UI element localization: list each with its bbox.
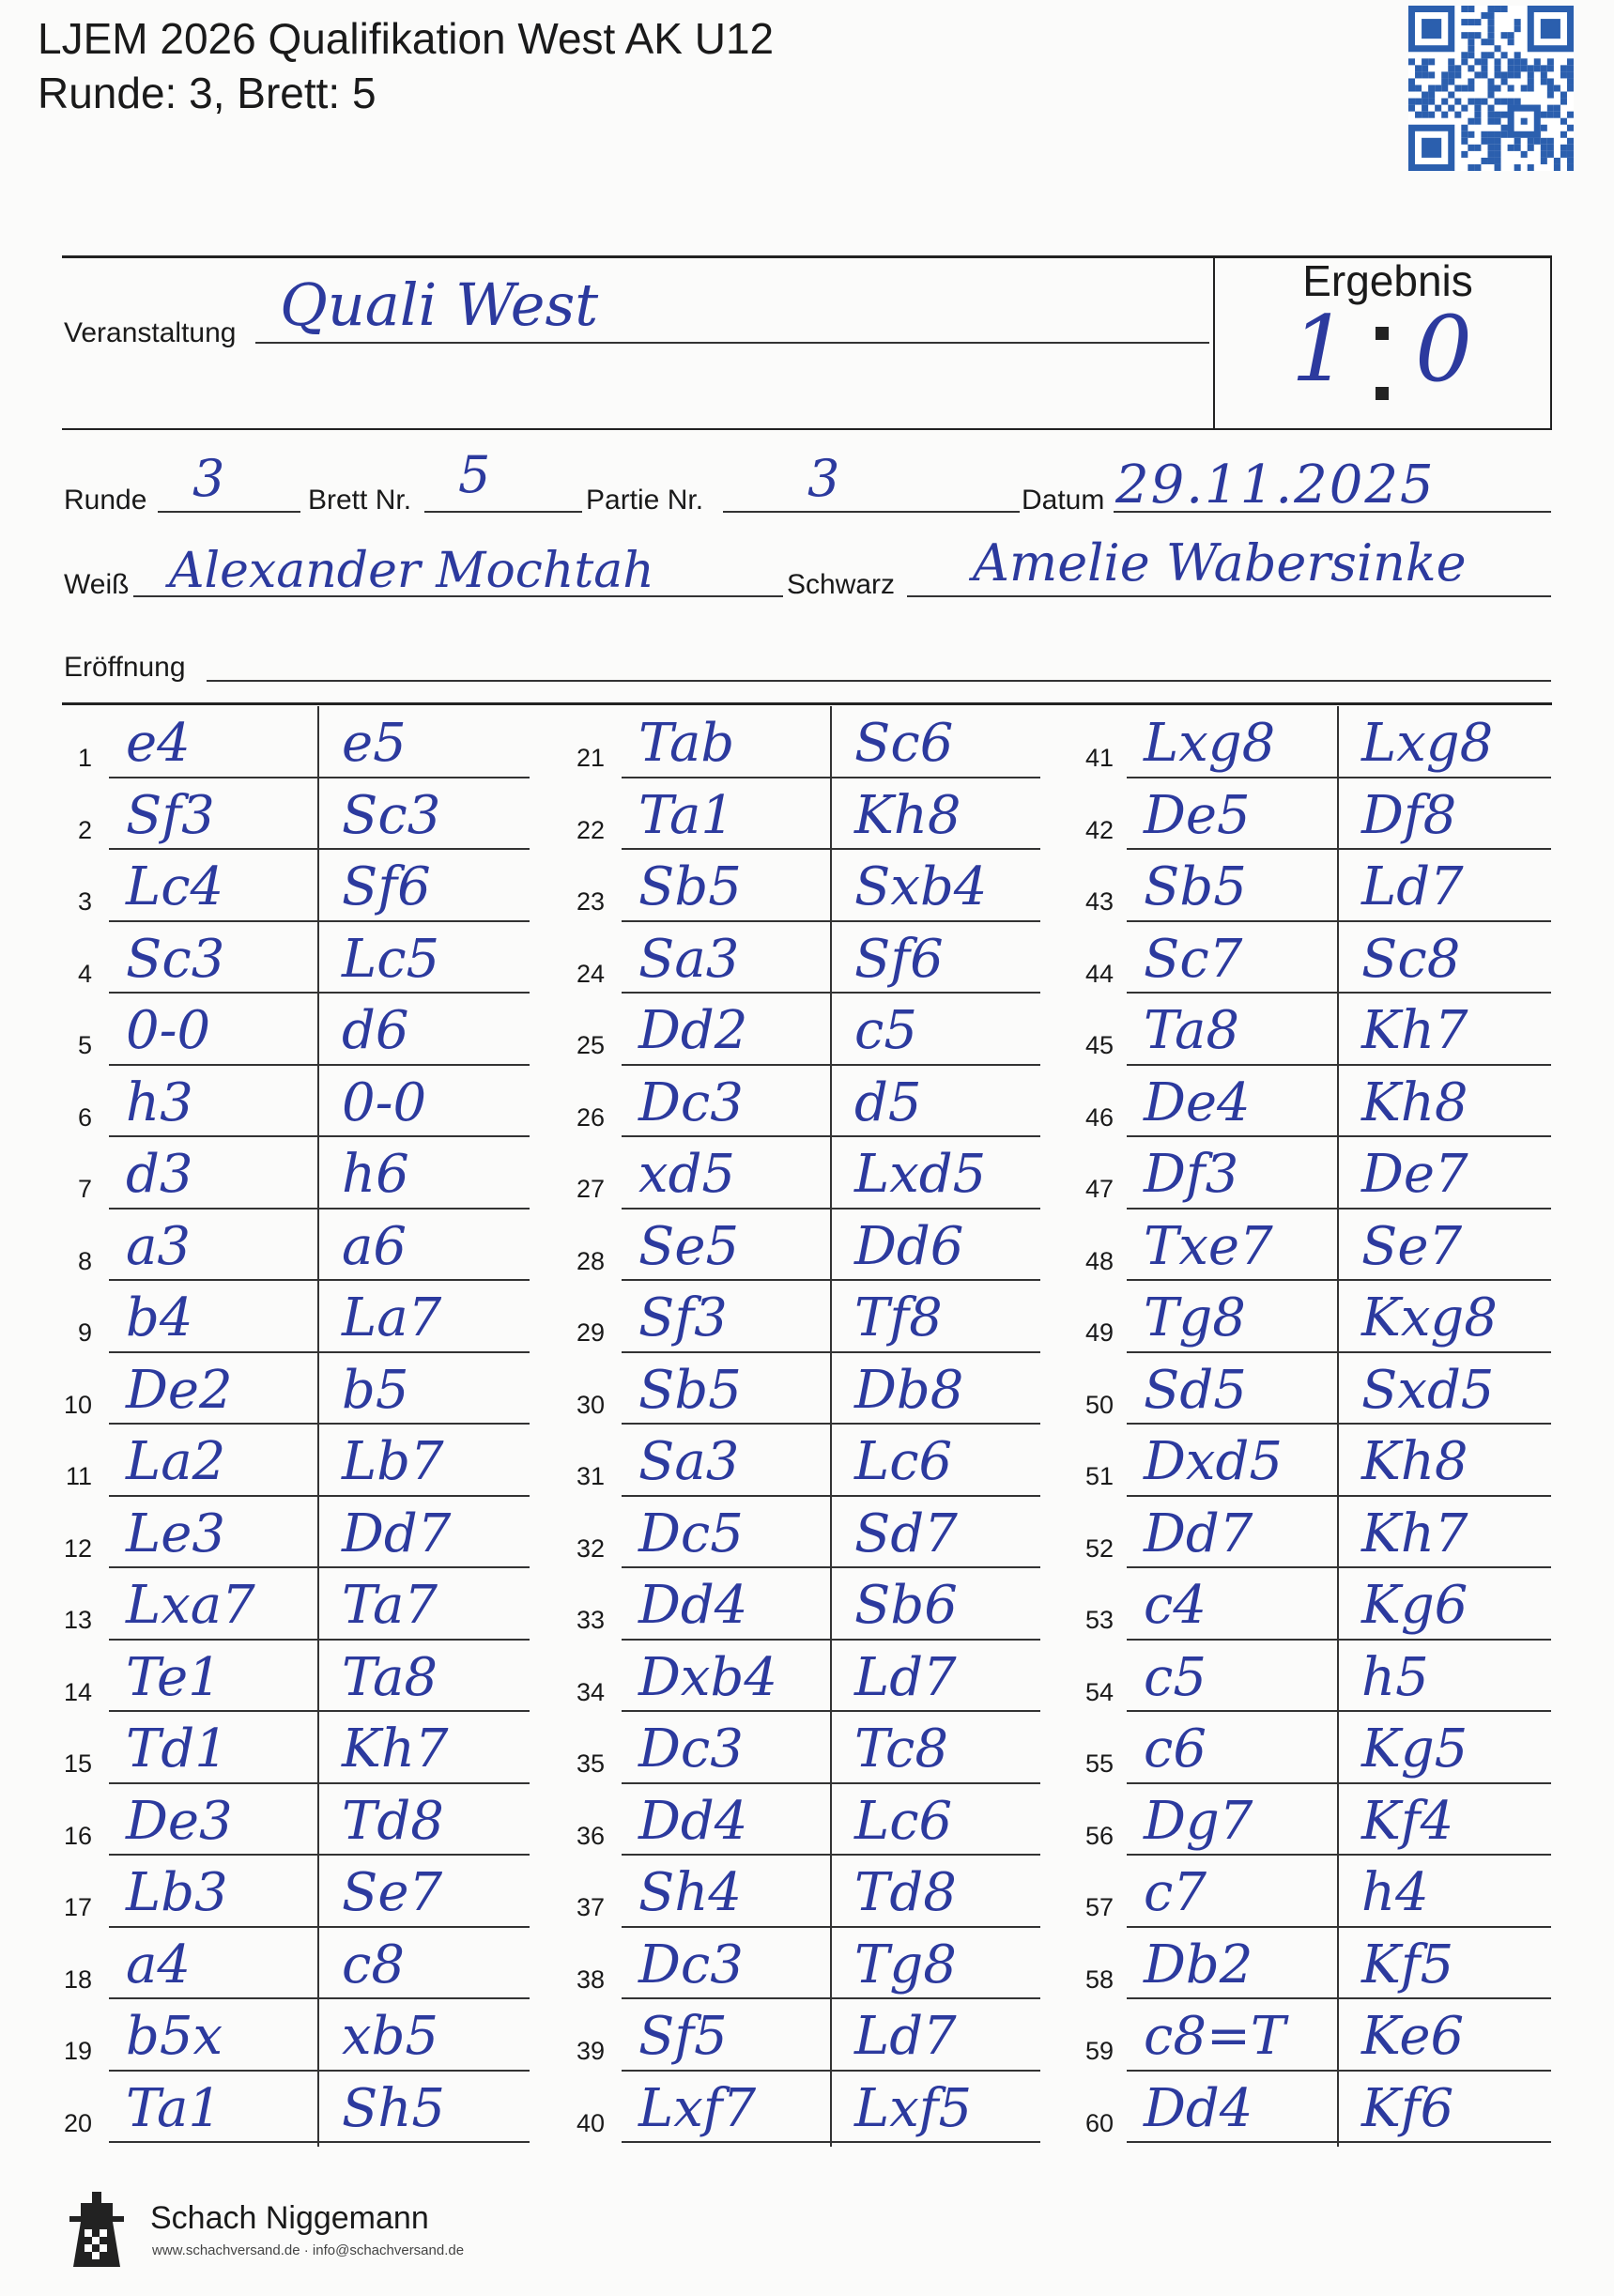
move-number: 39: [576, 2037, 605, 2065]
move-row-line: [1127, 2070, 1551, 2072]
black-move: Sc8: [1361, 928, 1461, 990]
black-move: Kh8: [854, 784, 961, 846]
black-move: Se7: [1361, 1215, 1463, 1277]
white-move: Dc3: [638, 1934, 744, 1996]
white-move: Dd7: [1144, 1502, 1253, 1564]
move-row-line: [109, 992, 530, 994]
move-row-line: [622, 1279, 1040, 1281]
datum-value: 29.11.2025: [1115, 455, 1436, 516]
white-move: Dd4: [638, 1790, 748, 1852]
black-move: h4: [1361, 1862, 1429, 1923]
black-move: Lb7: [342, 1431, 444, 1492]
move-row-line: [1127, 1495, 1551, 1497]
black-move: Sf6: [854, 928, 944, 990]
move-number: 1: [77, 744, 92, 772]
move-row-line: [109, 1782, 530, 1784]
move-number: 47: [1084, 1175, 1114, 1203]
black-move: Ta8: [342, 1646, 438, 1708]
white-move: Td1: [126, 1718, 228, 1780]
black-move: Kf4: [1361, 1790, 1454, 1852]
eroeffnung-label: Eröffnung: [64, 652, 186, 683]
black-move: Lxd5: [854, 1144, 987, 1205]
move-number: 23: [576, 887, 605, 916]
move-number: 4: [77, 959, 92, 988]
move-row-line: [1127, 848, 1551, 850]
move-number: 40: [576, 2108, 605, 2137]
black-move: Kxg8: [1361, 1287, 1498, 1348]
white-move: Dc3: [638, 1071, 744, 1133]
move-number: 57: [1084, 1893, 1114, 1921]
move-row-line: [622, 1566, 1040, 1568]
move-number: 7: [77, 1175, 92, 1203]
white-move: De4: [1144, 1071, 1251, 1133]
move-row-line: [109, 1854, 530, 1856]
black-move: De7: [1361, 1144, 1468, 1205]
white-move: Tab: [638, 713, 735, 774]
black-move: Lc5: [342, 928, 440, 990]
brett-line: [424, 511, 582, 513]
black-move: Sb6: [854, 1575, 958, 1636]
qr-code: [1408, 6, 1574, 171]
black-move: Kf5: [1361, 1934, 1454, 1996]
move-number: 56: [1084, 1821, 1114, 1850]
move-number: 41: [1084, 744, 1114, 772]
black-move: Db8: [854, 1359, 964, 1421]
black-move: Kh7: [1361, 1000, 1468, 1061]
move-row-line: [622, 2070, 1040, 2072]
white-move: Sh4: [638, 1862, 743, 1923]
black-move: Sc6: [854, 713, 954, 774]
move-number: 37: [576, 1893, 605, 1921]
move-row-line: [622, 1495, 1040, 1497]
partie-line: [723, 511, 1020, 513]
white-move: Lxf7: [638, 2077, 757, 2139]
black-move: h6: [342, 1144, 409, 1205]
move-row-line: [109, 1279, 530, 1281]
move-row-line: [1127, 1423, 1551, 1425]
black-move: Lxg8: [1361, 713, 1494, 774]
result-colon-bottom: [1376, 387, 1389, 400]
move-number: 25: [576, 1031, 605, 1059]
move-number: 60: [1084, 2108, 1114, 2137]
move-row-line: [1127, 1064, 1551, 1066]
black-move: Tf8: [854, 1287, 943, 1348]
black-move: Sh5: [342, 2077, 446, 2139]
white-move: Sb5: [1144, 856, 1247, 917]
eroeffnung-line: [207, 680, 1551, 682]
move-row-line: [1127, 1135, 1551, 1137]
sheet-subtitle: Runde: 3, Brett: 5: [38, 69, 377, 117]
black-move: Tc8: [854, 1718, 948, 1780]
black-move: Lc6: [854, 1790, 953, 1852]
black-move: Sf6: [342, 856, 431, 917]
white-move: Sb5: [638, 1359, 742, 1421]
white-move: Lb3: [126, 1862, 228, 1923]
result-black: 0: [1415, 297, 1473, 402]
move-number: 50: [1084, 1390, 1114, 1419]
white-move: d3: [126, 1144, 193, 1205]
move-number: 9: [77, 1318, 92, 1347]
black-move: Td8: [342, 1790, 444, 1852]
result-white: 1: [1291, 297, 1349, 402]
move-number: 30: [576, 1390, 605, 1419]
move-row-line: [1127, 1639, 1551, 1641]
move-row-line: [109, 777, 530, 778]
move-row-line: [622, 777, 1040, 778]
black-move: c8: [342, 1934, 405, 1996]
black-move: Kf6: [1361, 2077, 1454, 2139]
move-row-line: [622, 1639, 1040, 1641]
move-number: 49: [1084, 1318, 1114, 1347]
white-move: Lc4: [126, 856, 224, 917]
move-number: 11: [65, 1462, 92, 1490]
move-row-line: [622, 920, 1040, 922]
column-divider: [830, 706, 832, 2147]
move-row-line: [1127, 1854, 1551, 1856]
move-row-line: [1127, 1208, 1551, 1210]
move-row-line: [622, 1423, 1040, 1425]
move-number: 6: [77, 1102, 92, 1132]
white-move: c8=T: [1144, 2006, 1286, 2067]
black-move: Td8: [854, 1862, 957, 1923]
move-number: 43: [1084, 887, 1114, 916]
black-move: Sd7: [854, 1502, 958, 1564]
move-number: 8: [77, 1246, 92, 1275]
move-row-line: [109, 1064, 530, 1066]
black-move: Ld7: [1361, 856, 1464, 917]
white-move: Ta1: [126, 2077, 223, 2139]
black-move: e5: [342, 713, 407, 774]
white-move: Te1: [126, 1646, 222, 1708]
move-number: 18: [63, 1965, 92, 1994]
white-move: Se5: [638, 1215, 740, 1277]
move-row-line: [109, 1710, 530, 1712]
move-row-line: [622, 1135, 1040, 1137]
move-number: 19: [63, 2037, 92, 2065]
black-move: Kh8: [1361, 1431, 1468, 1492]
white-move: Dd2: [638, 1000, 748, 1061]
move-number: 55: [1084, 1749, 1114, 1778]
white-move: Tg8: [1144, 1287, 1246, 1348]
black-move: b5: [342, 1359, 409, 1421]
move-row-line: [109, 1423, 530, 1425]
black-move: Kh7: [1361, 1502, 1468, 1564]
white-move: c7: [1144, 1862, 1207, 1923]
sheet-title: LJEM 2026 Qualifikation West AK U12: [38, 14, 775, 63]
datum-label: Datum: [1022, 485, 1105, 516]
white-move: Sd5: [1144, 1359, 1247, 1421]
black-move: Ta7: [342, 1575, 438, 1636]
move-row-line: [109, 1351, 530, 1353]
runde-value: 3: [192, 449, 225, 508]
move-number: 5: [77, 1031, 92, 1059]
white-move: De3: [126, 1790, 233, 1852]
move-row-line: [1127, 992, 1551, 994]
runde-label: Runde: [64, 485, 147, 516]
move-number: 10: [63, 1390, 92, 1419]
move-row-line: [109, 1926, 530, 1928]
schwarz-label: Schwarz: [787, 569, 896, 600]
white-move: Lxa7: [126, 1575, 255, 1636]
black-move: Lc6: [854, 1431, 953, 1492]
partie-label: Partie Nr.: [586, 485, 704, 516]
move-number: 31: [576, 1462, 605, 1490]
move-row-line: [1127, 1566, 1551, 1568]
move-number: 59: [1084, 2037, 1114, 2065]
white-move: Dxb4: [638, 1646, 777, 1708]
move-number: 52: [1084, 1533, 1114, 1563]
white-move: a3: [126, 1215, 192, 1277]
white-move: c5: [1144, 1646, 1207, 1708]
white-move: Dc3: [638, 1718, 744, 1780]
move-number: 35: [576, 1749, 605, 1778]
move-row-line: [622, 1997, 1040, 1999]
move-number: 51: [1084, 1462, 1114, 1490]
black-move: c5: [854, 1000, 917, 1061]
move-number: 12: [63, 1533, 92, 1563]
move-row-line: [109, 2070, 530, 2072]
move-row-line: [109, 1997, 530, 1999]
move-row-line: [622, 1782, 1040, 1784]
brand-name: Schach Niggemann: [150, 2200, 429, 2236]
move-number: 28: [576, 1246, 605, 1275]
move-row-line: [622, 1926, 1040, 1928]
runde-line: [158, 511, 300, 513]
move-number: 34: [576, 1677, 605, 1706]
move-number: 38: [576, 1965, 605, 1994]
move-row-line: [1127, 1782, 1551, 1784]
black-move: Tg8: [854, 1934, 957, 1996]
result-colon-top: [1376, 327, 1389, 340]
partie-value: 3: [807, 449, 840, 508]
white-move: Ta8: [1144, 1000, 1240, 1061]
move-number: 53: [1084, 1606, 1114, 1634]
brett-value: 5: [458, 445, 491, 504]
move-row-line: [109, 848, 530, 850]
white-move: Lxg8: [1144, 713, 1276, 774]
white-move: Ta1: [638, 784, 735, 846]
white-move: Txe7: [1144, 1215, 1273, 1277]
black-move: Lxf5: [854, 2077, 973, 2139]
white-move: Sa3: [638, 1431, 740, 1492]
move-row-line: [1127, 777, 1551, 778]
move-number: 46: [1084, 1102, 1114, 1132]
move-number: 16: [63, 1821, 92, 1850]
move-row-line: [109, 920, 530, 922]
move-row-line: [109, 2141, 530, 2143]
result: [1214, 297, 1561, 413]
ergebnis-label: Ergebnis: [1302, 256, 1473, 305]
white-move: e4: [126, 713, 191, 774]
white-move: Sa3: [638, 928, 740, 990]
move-row-line: [109, 1566, 530, 1568]
move-number: 17: [63, 1893, 92, 1921]
move-row-line: [622, 1208, 1040, 1210]
veranstaltung-line: [255, 342, 1209, 344]
white-move: Dg7: [1144, 1790, 1253, 1852]
black-move: d5: [854, 1071, 922, 1133]
white-move: Dd4: [638, 1575, 748, 1636]
move-row-line: [1127, 1279, 1551, 1281]
move-number: 13: [63, 1606, 92, 1634]
move-row-line: [1127, 920, 1551, 922]
move-row-line: [1127, 1997, 1551, 1999]
move-row-line: [109, 1208, 530, 1210]
brett-label: Brett Nr.: [308, 485, 412, 516]
black-move: Se7: [342, 1862, 443, 1923]
move-row-line: [1127, 1926, 1551, 1928]
white-move: Db2: [1144, 1934, 1253, 1996]
white-move: Sf3: [126, 784, 215, 846]
move-row-line: [1127, 1710, 1551, 1712]
move-number: 3: [77, 887, 92, 916]
white-move: h3: [126, 1071, 193, 1133]
black-move: d6: [342, 1000, 409, 1061]
black-move: a6: [342, 1215, 407, 1277]
white-move: De2: [126, 1359, 233, 1421]
move-number: 24: [576, 959, 605, 988]
move-number: 21: [576, 744, 605, 772]
white-move: b4: [126, 1287, 193, 1348]
white-move: c4: [1144, 1575, 1207, 1636]
weiss-label: Weiß: [64, 569, 130, 600]
black-move: Ld7: [854, 2006, 957, 2067]
schwarz-value: Amelie Wabersinke: [973, 533, 1467, 593]
black-move: La7: [342, 1287, 442, 1348]
move-number: 2: [77, 815, 92, 844]
black-move: 0-0: [342, 1071, 427, 1133]
grid-top-rule: [62, 702, 1552, 705]
move-row-line: [622, 992, 1040, 994]
move-number: 58: [1084, 1965, 1114, 1994]
move-row-line: [622, 1710, 1040, 1712]
move-number: 42: [1084, 815, 1114, 844]
white-move: Le3: [126, 1502, 225, 1564]
move-row-line: [1127, 2141, 1551, 2143]
move-row-line: [109, 1495, 530, 1497]
white-move: Sf5: [638, 2006, 728, 2067]
move-row-line: [1127, 1351, 1551, 1353]
black-move: Kh7: [342, 1718, 449, 1780]
white-move: Dd4: [1144, 2077, 1253, 2139]
move-number: 36: [576, 1821, 605, 1850]
column-divider: [1337, 706, 1339, 2147]
black-move: h5: [1361, 1646, 1429, 1708]
move-number: 45: [1084, 1031, 1114, 1059]
black-move: Dd6: [854, 1215, 964, 1277]
move-number: 15: [63, 1749, 92, 1778]
black-move: Kg6: [1361, 1575, 1468, 1636]
white-move: xd5: [638, 1144, 736, 1205]
black-move: Kh8: [1361, 1071, 1468, 1133]
schwarz-line: [907, 595, 1551, 597]
move-number: 33: [576, 1606, 605, 1634]
white-move: a4: [126, 1934, 192, 1996]
move-number: 32: [576, 1533, 605, 1563]
white-move: Dc5: [638, 1502, 744, 1564]
black-move: Ld7: [854, 1646, 957, 1708]
move-number: 44: [1084, 959, 1114, 988]
black-move: Kg5: [1361, 1718, 1468, 1780]
move-row-line: [109, 1639, 530, 1641]
move-row-line: [622, 2141, 1040, 2143]
white-move: Sf3: [638, 1287, 728, 1348]
chess-logo-icon: [62, 2188, 131, 2267]
black-move: Sxd5: [1361, 1359, 1495, 1421]
move-row-line: [622, 848, 1040, 850]
white-move: La2: [126, 1431, 226, 1492]
white-move: Sc7: [1144, 928, 1243, 990]
white-move: Dxd5: [1144, 1431, 1283, 1492]
move-number: 54: [1084, 1677, 1114, 1706]
move-row-line: [109, 1135, 530, 1137]
info-bottom-rule: [62, 428, 1552, 430]
move-number: 14: [63, 1677, 92, 1706]
move-number: 20: [63, 2108, 92, 2137]
white-move: c6: [1144, 1718, 1207, 1780]
move-row-line: [622, 1854, 1040, 1856]
black-move: Df8: [1361, 784, 1457, 846]
veranstaltung-value: Quali West: [280, 270, 599, 339]
black-move: Ke6: [1361, 2006, 1465, 2067]
move-number: 22: [576, 815, 605, 844]
white-move: 0-0: [126, 1000, 211, 1061]
move-number: 48: [1084, 1246, 1114, 1275]
white-move: De5: [1144, 784, 1251, 846]
black-move: Dd7: [342, 1502, 452, 1564]
move-number: 29: [576, 1318, 605, 1347]
black-move: Sc3: [342, 784, 441, 846]
column-divider: [317, 706, 319, 2147]
black-move: xb5: [342, 2006, 439, 2067]
brand-contact: www.schachversand.de · info@schachversand.de: [152, 2242, 465, 2258]
move-number: 27: [576, 1175, 605, 1203]
move-number: 26: [576, 1102, 605, 1132]
move-row-line: [622, 1064, 1040, 1066]
white-move: b5x: [126, 2006, 223, 2067]
white-move: Sc3: [126, 928, 225, 990]
weiss-value: Alexander Mochtah: [169, 543, 654, 599]
white-move: Df3: [1144, 1144, 1239, 1205]
white-move: Sb5: [638, 856, 742, 917]
black-move: Sxb4: [854, 856, 988, 917]
veranstaltung-label: Veranstaltung: [64, 317, 237, 348]
move-row-line: [622, 1351, 1040, 1353]
